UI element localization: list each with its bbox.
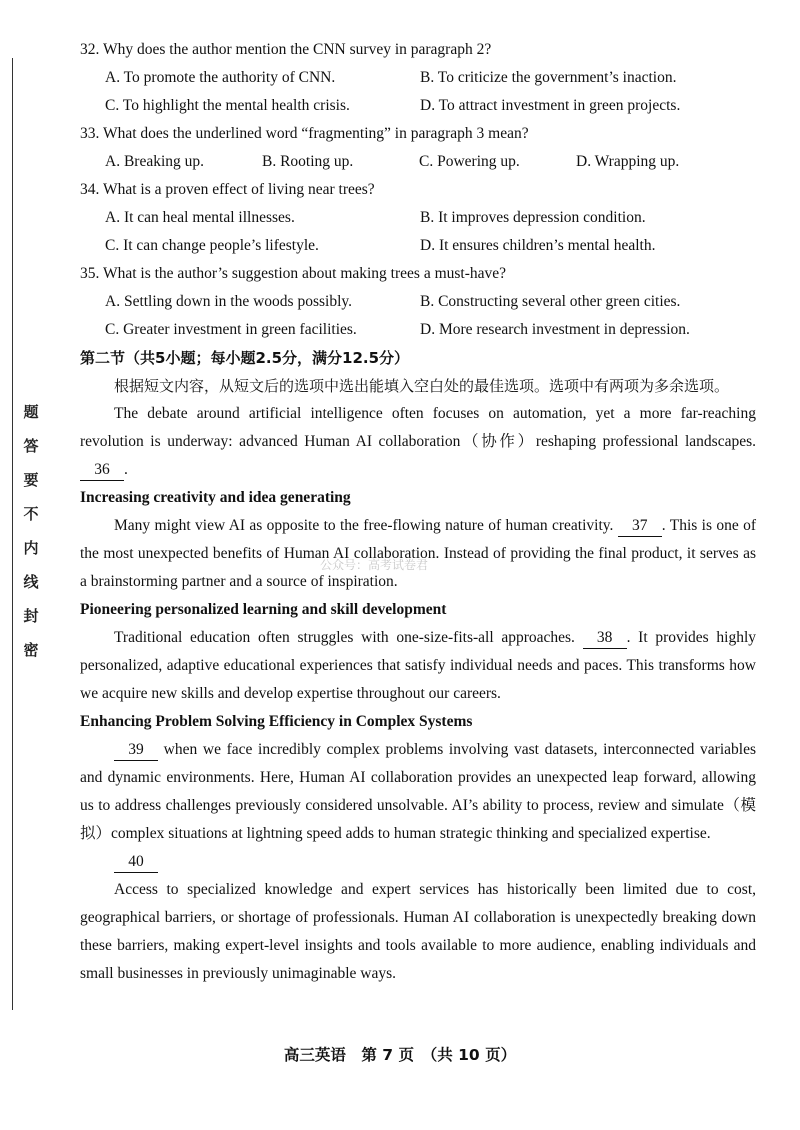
option: D. To attract investment in green projects. [420,97,681,114]
option-row [80,288,756,316]
blank-40: 40 [114,852,158,873]
option: B. Constructing several other green cities. [420,293,681,310]
passage-paragraph: Access to specialized knowledge and expert services has historically been limited due to cost, geographical barriers, or shortage of professionals. Human AI collaboration is unexpectedly breaking down these barriers, making expert-level insights and tools available to more audience, enabling individuals and small businesses in previously unimaginable ways. [80,881,756,982]
option: B. To criticize the government’s inaction. [420,69,677,86]
paragraph-text: Many might view AI as opposite to the free-flowing nature of human creativity. [114,517,614,534]
binding-line [12,58,13,1010]
binding-char: 要 [23,471,39,489]
passage-heading: Increasing creativity and idea generating [80,489,351,506]
paragraph-text: The debate around artificial intelligence often focuses on automation, yet a more far-reaching revolution is underway: advanced Human AI collaboration（协作）reshaping professional landscapes. [80,405,756,450]
option: C. Powering up. [419,153,520,170]
passage-paragraph [80,624,756,708]
blank-heading-row [80,848,756,876]
binding-margin-text [20,405,42,677]
option-row [80,64,756,92]
passage-paragraph [80,736,756,848]
binding-char: 答 [23,437,39,455]
watermark: 公众号：高考试卷君 [320,558,429,572]
option: A. It can heal mental illnesses. [105,209,295,226]
page-footer: 高三英语 第 7 页 （共 10 页） [283,1046,517,1064]
option: C. Greater investment in green facilities. [105,321,357,338]
question-stem: 33. What does the underlined word “fragmenting” in paragraph 3 mean? [80,125,529,142]
option: A. Breaking up. [105,153,205,170]
option-row [80,204,756,232]
blank-38: 38 [583,628,627,649]
blank-36: 36 [80,460,124,481]
option: B. It improves depression condition. [420,209,646,226]
question-stem: 32. Why does the author mention the CNN survey in paragraph 2? [80,41,492,58]
section-title: 第二节（共5小题；每小题2.5分，满分12.5分） [80,349,410,367]
option-row [80,232,756,260]
binding-char: 线 [23,573,39,591]
question-stem: 34. What is a proven effect of living near trees? [80,181,375,198]
question-stem: 35. What is the author’s suggestion about making trees a must-have? [80,265,507,282]
passage-paragraph [80,512,756,596]
binding-char: 内 [23,539,39,557]
option: B. Rooting up. [262,153,354,170]
option: A. Settling down in the woods possibly. [105,293,353,310]
binding-char: 密 [23,641,39,659]
paragraph-text: . It provides highly personalized, adaptive educational experiences that satisfy individual needs and paces. This transforms how we acquire new skills and develop expertise throughout our careers. [80,629,757,702]
blank-37: 37 [618,516,662,537]
passage-heading: Enhancing Problem Solving Efficiency in Complex Systems [80,713,473,730]
binding-char: 题 [23,403,39,421]
option-row [80,316,756,344]
paragraph-text: when we face incredibly complex problems involving vast datasets, interconnected variables and dynamic environments. Here, Human AI collaboration provides an unexpected leap forward, allowing us to address challenges previously considered unsolvable. AI’s ability to process, review and simulate（模拟）complex situations at lightning speed adds to human strategic thinking and specialized expertise. [80,741,756,842]
binding-char: 不 [23,505,39,523]
binding-char: 封 [23,607,39,625]
paragraph-text: Traditional education often struggles with one-size-fits-all approaches. [114,629,575,646]
option-row [80,148,756,176]
blank-39: 39 [114,740,158,761]
exam-page [80,36,756,988]
option: C. To highlight the mental health crisis. [105,97,350,114]
option: C. It can change people’s lifestyle. [105,237,319,254]
option: D. It ensures children’s mental health. [420,237,656,254]
option-row [80,92,756,120]
passage-intro [80,400,756,484]
paragraph-text: . This is one of the most unexpected benefits of Human AI collaboration. Instead of providing the final product, it serves as a brainstorming partner and a source of inspiration. [80,517,757,590]
option: D. More research investment in depression. [420,321,690,338]
option: A. To promote the authority of CNN. [105,69,336,86]
section-instruction: 根据短文内容，从短文后的选项中选出能填入空白处的最佳选项。选项中有两项为多余选项。 [114,377,730,395]
passage-heading: Pioneering personalized learning and skill development [80,601,447,618]
option: D. Wrapping up. [576,153,680,170]
paragraph-text: . [124,461,128,478]
